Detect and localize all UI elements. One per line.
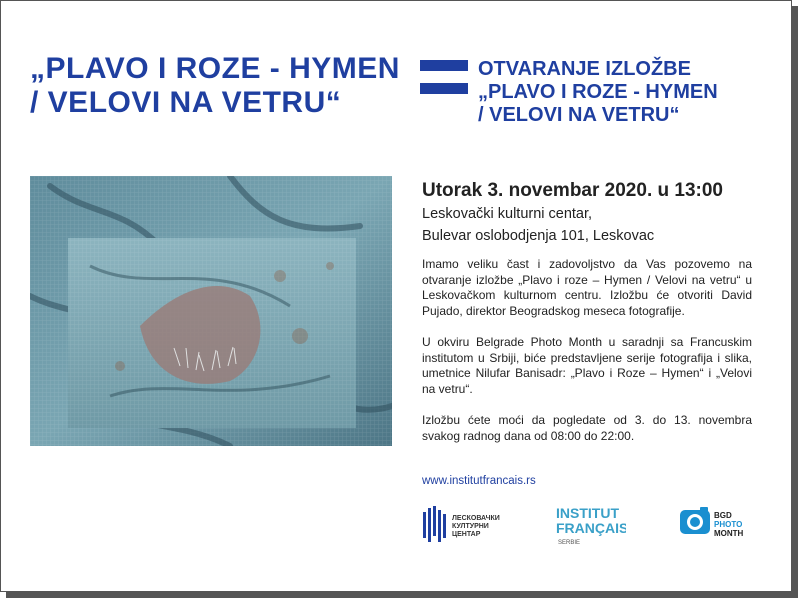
lkc-logo-line-1: ЛЕСКОВАЧКИ <box>452 515 500 522</box>
website-link[interactable]: www.institutfrancais.rs <box>422 475 536 487</box>
opening-title-line-2: „PLAVO I ROZE - HYMEN <box>478 81 718 103</box>
venue-address: Bulevar oslobodjenja 101, Leskovac <box>422 228 655 244</box>
bgd-logo-line-1: BGD <box>714 511 732 520</box>
equals-sign-graphic <box>420 58 468 100</box>
exhibition-title-line-2: / VELOVI NA VETRU“ <box>30 86 342 119</box>
leskovac-cultural-center-logo <box>423 506 533 542</box>
opening-title <box>478 58 778 127</box>
card-shadow-bottom <box>6 592 798 598</box>
event-date: Utorak 3. novembar 2020. u 13:00 <box>422 180 723 201</box>
paragraph-dates: Izložbu ćete moći da pogledate od 3. do 13. novembra svakog radnog dana od 08:00 do 22:00. <box>422 413 752 443</box>
opening-title-line-3: / VELOVI NA VETRU“ <box>478 104 680 126</box>
lkc-logo-line-3: ЦЕНТАР <box>452 531 481 538</box>
institut-logo-line-3: SERBIE <box>558 540 581 546</box>
invitation-text <box>422 257 752 460</box>
paragraph-invitation: Imamo veliku čast i zadovoljstvo da Vas pozovemo na otvaranje izložbe „Plavo i roze – Hymen / Velovi na vetru“ u Leskovačkom kulturnom centru. Izložbu će otvoriti David Pujado, direktor Beogradskog meseca fotografije. <box>422 257 752 318</box>
institut-francais-logo <box>556 504 626 548</box>
exhibition-title-line-1: „PLAVO I ROZE - HYMEN <box>30 52 400 85</box>
bgd-logo-line-3: MONTH <box>714 529 744 538</box>
paragraph-about: U okviru Belgrade Photo Month u saradnji sa Francuskim institutom u Srbiji, biće predstavljene serije fotografija i slika, umetnice Nilufar Banisadr: „Plavo i Roze – Hymen“ i „Velovi na vetru“. <box>422 335 752 396</box>
event-details <box>422 180 752 246</box>
card-shadow-right <box>792 6 798 598</box>
equals-bar-bottom <box>420 83 468 94</box>
bgd-photo-month-logo <box>680 506 770 540</box>
opening-title-line-1: OTVARANJE IZLOŽBE <box>478 58 691 80</box>
institut-logo-line-2: FRANÇAIS <box>556 520 626 536</box>
lkc-logo-line-2: КУЛТУРНИ <box>452 523 489 530</box>
exhibition-artwork-photo <box>30 176 392 446</box>
institut-logo-line-1: INSTITUT <box>556 505 619 521</box>
venue-name: Leskovački kulturni centar, <box>422 206 593 222</box>
bgd-logo-line-2: PHOTO <box>714 520 743 529</box>
exhibition-title <box>30 52 410 120</box>
equals-bar-top <box>420 60 468 71</box>
